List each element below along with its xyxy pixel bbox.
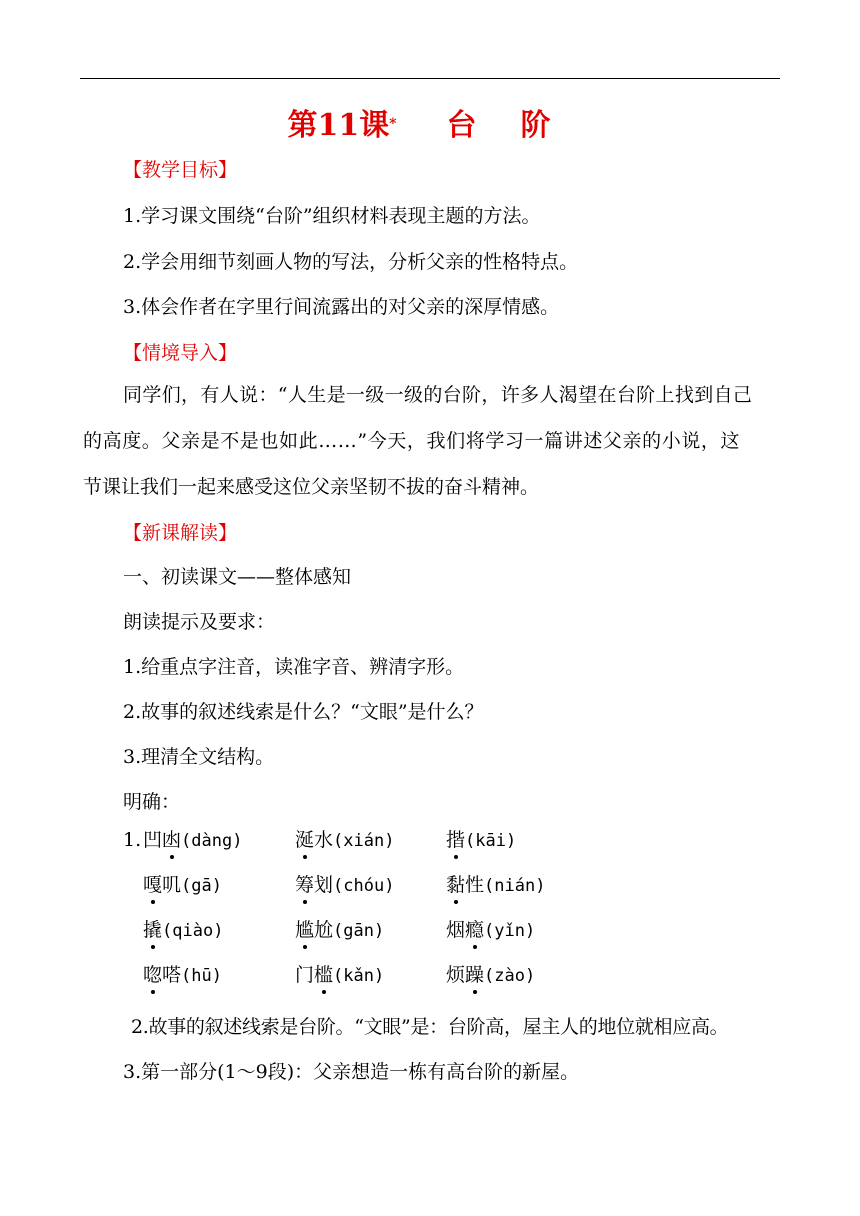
intro-line: 同学们，有人说：“人生是一级一级的台阶，许多人渴望在台阶上找到自己 [123,384,753,406]
vocab-entry: 嘎叽(gā) [143,871,222,900]
vocab-entry: 涎水(xián) [295,826,394,855]
emphasis-char: 尴 [295,916,314,944]
emphasis-char: 撬 [143,916,162,944]
requirement-item: 2.故事的叙述线索是什么？“文眼”是什么？ [123,701,484,723]
clarify-label: 明确： [123,791,181,813]
emphasis-char: 黏 [446,871,465,899]
pinyin: (kǎn) [333,966,385,986]
part-heading: 一、初读课文——整体感知 [123,566,352,588]
section-heading-intro: 【情境导入】 [123,342,238,364]
emphasis-char: 揩 [446,826,465,854]
header-rule [80,78,780,79]
vocab-entry: 凹凼(dàng) [143,826,242,855]
emphasis-char: 凼 [162,826,181,854]
pinyin: (hū) [181,966,222,986]
vocab-entry: 门槛(kǎn) [295,961,384,990]
emphasis-char: 躁 [465,961,484,989]
emphasis-char: 涎 [295,826,314,854]
section-heading-objectives: 【教学目标】 [123,159,238,181]
pinyin: (nián) [484,876,546,896]
pinyin: (chóu) [333,876,395,896]
objective-item: 2.学会用细节刻画人物的写法，分析父亲的性格特点。 [123,251,579,273]
intro-line: 节课让我们一起来感受这位父亲坚韧不拔的奋斗精神。 [83,476,540,498]
emphasis-char: 瘾 [465,916,484,944]
answer-item: 3.第一部分(1～9段)：父亲想造一栋有高台阶的新屋。 [123,1061,580,1083]
vocab-entry [446,826,516,855]
objective-item: 3.体会作者在字里行间流露出的对父亲的深厚情感。 [123,296,560,318]
emphasis-char: 唿 [143,961,162,989]
emphasis-char: 筹 [295,871,314,899]
vocab-entry: 尴尬(gān) [295,916,384,945]
requirement-item: 1.给重点字注音，读准字音、辨清字形。 [123,656,465,678]
title-char-2: 阶 [520,108,551,143]
pinyin: (zào) [484,966,536,986]
pinyin: (xián) [333,831,395,851]
title-char-1: 台 [446,108,477,143]
requirement-item: 3.理清全文结构。 [123,746,275,768]
pinyin: (dàng) [181,831,243,851]
vocab-entry: 烦躁(zào) [446,961,535,990]
lesson-title [0,106,860,146]
vocab-entry [143,916,223,945]
lesson-number: 第11课 [287,108,390,143]
pinyin: (kāi) [465,831,517,851]
pinyin: (gā) [181,876,222,896]
objective-item: 1.学习课文围绕“台阶”组织材料表现主题的方法。 [123,205,541,227]
asterisk-mark: * [389,116,397,132]
vocab-entry: 筹划(chóu) [295,871,394,900]
vocab-entry: 黏性(nián) [446,871,545,900]
pinyin: (qiào) [162,921,224,941]
vocab-entry: 唿嗒(hū) [143,961,222,990]
pinyin: (yǐn) [484,921,536,941]
pinyin: (gān) [333,921,385,941]
intro-line: 的高度。父亲是不是也如此……”今天，我们将学习一篇讲述父亲的小说，这 [83,430,741,452]
reading-tips-label: 朗读提示及要求： [123,611,276,633]
emphasis-char: 槛 [314,961,333,989]
section-heading-analysis: 【新课解读】 [123,522,238,544]
answer-item: 2.故事的叙述线索是台阶。“文眼”是：台阶高，屋主人的地位就相应高。 [131,1016,729,1038]
emphasis-char: 嘎 [143,871,162,899]
vocab-entry: 烟瘾(yǐn) [446,916,535,945]
vocab-prefix: 1. [123,829,142,851]
